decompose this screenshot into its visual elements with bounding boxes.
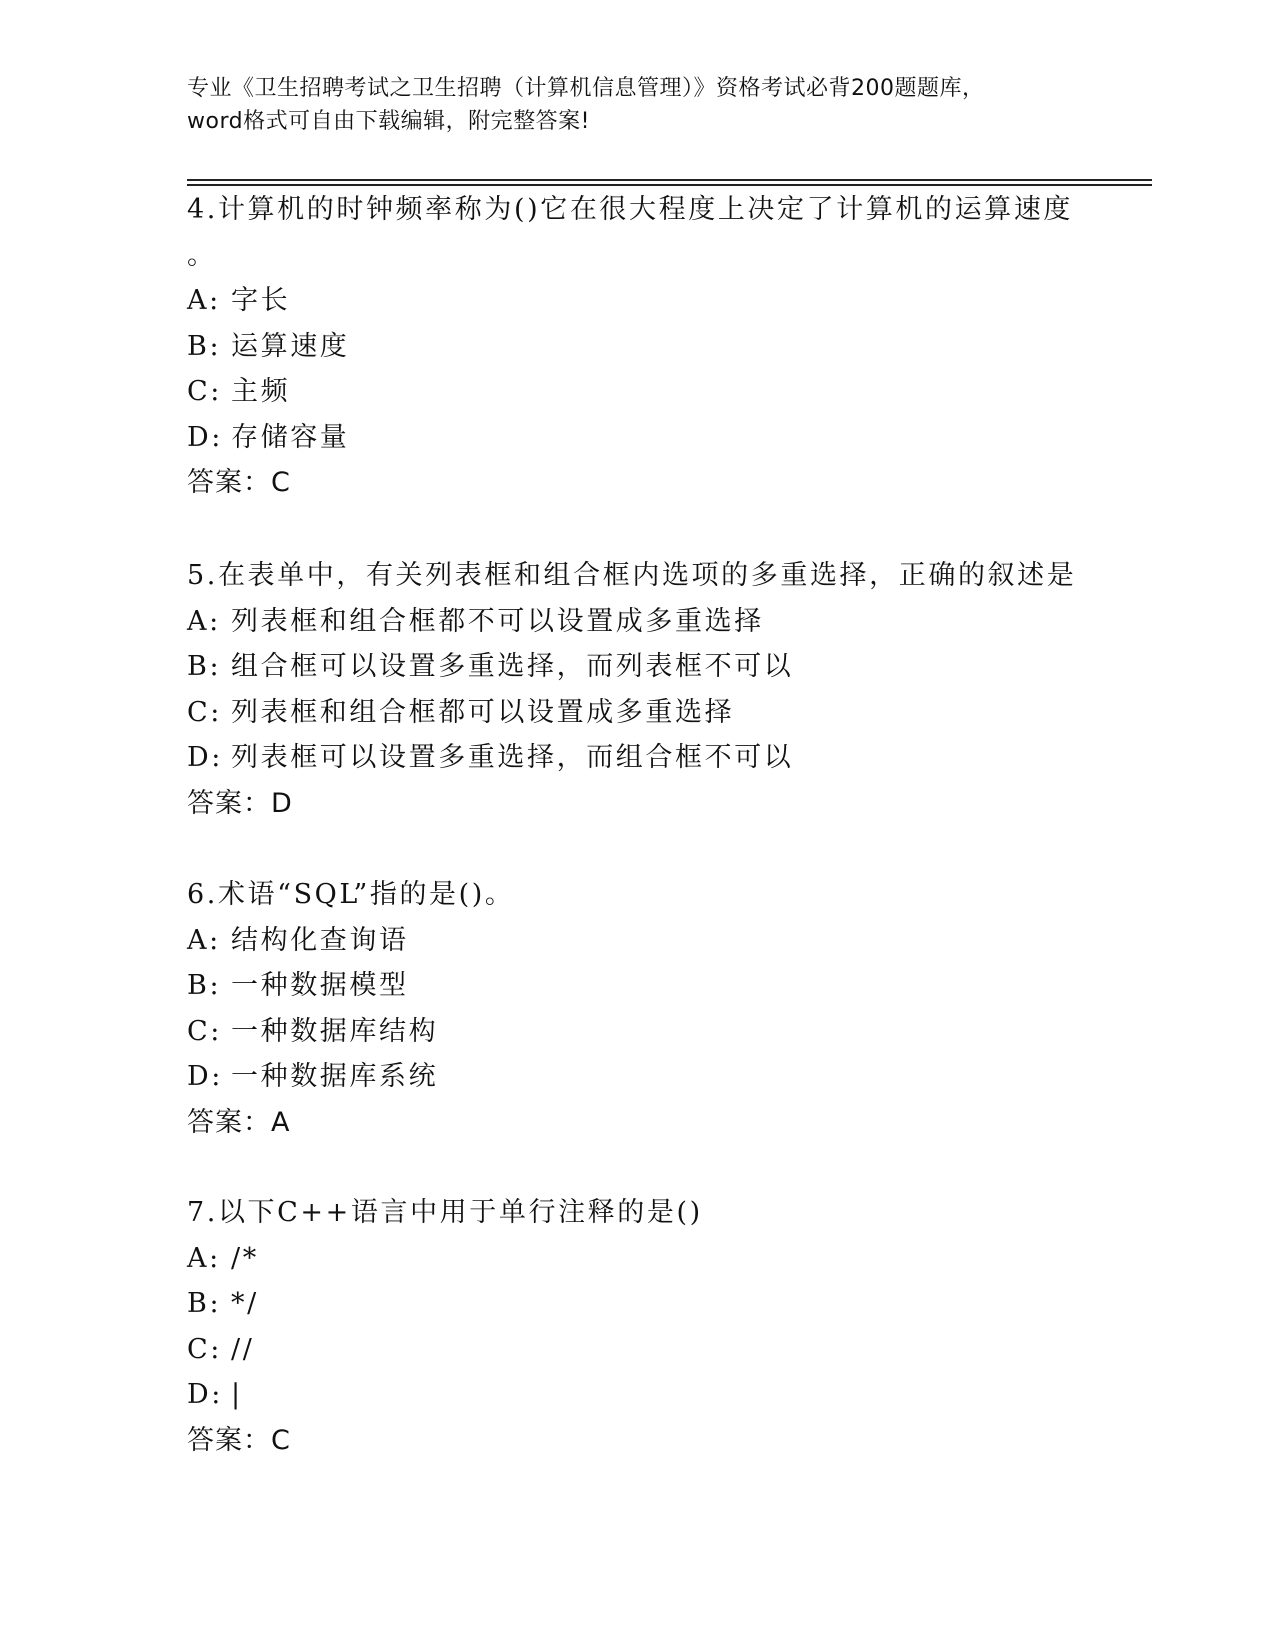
option-b — [187, 324, 1087, 370]
option-key: D: — [187, 421, 223, 453]
option-text: | — [231, 1379, 243, 1410]
document-header — [187, 72, 1067, 138]
option-d — [187, 415, 1087, 461]
option-key: B: — [187, 330, 222, 362]
option-text: 存储容量 — [231, 421, 350, 453]
header-divider-bottom — [187, 184, 1152, 186]
option-key: B: — [187, 651, 222, 682]
option-key: C: — [187, 1015, 222, 1047]
option-b — [187, 1281, 1087, 1327]
option-a — [187, 599, 1087, 645]
option-b — [187, 644, 1087, 690]
question-stem-continuation: 。 — [187, 239, 214, 271]
option-key: B: — [187, 1288, 222, 1319]
header-line-1: 专业《卫生招聘考试之卫生招聘（计算机信息管理）》资格考试必背200题题库， — [187, 76, 985, 101]
question-stem: 5.在表单中，有关列表框和组合框内选项的多重选择，正确的叙述是 — [187, 560, 1077, 591]
answer-line: 答案：C — [187, 467, 291, 498]
option-a — [187, 918, 1087, 964]
option-text: 结构化查询语 — [231, 924, 409, 956]
option-key: D: — [187, 742, 223, 773]
option-text: */ — [231, 1288, 259, 1319]
answer-line: 答案：C — [187, 1424, 291, 1456]
option-text: 一种数据库系统 — [231, 1061, 439, 1092]
option-key: B: — [187, 970, 222, 1001]
option-text: 组合框可以设置多重选择，而列表框不可以 — [231, 651, 794, 682]
question-stem: 6.术语“SQL”指的是()。 — [187, 879, 515, 910]
option-d — [187, 735, 1087, 781]
option-text: 主频 — [231, 376, 291, 407]
option-text: /* — [231, 1242, 259, 1274]
option-text: 一种数据模型 — [231, 970, 409, 1001]
option-key: C: — [187, 376, 222, 407]
question-stem: 7.以下C++语言中用于单行注释的是() — [187, 1197, 703, 1228]
option-a — [187, 1236, 1087, 1282]
option-a — [187, 278, 1087, 324]
header-divider-top — [187, 179, 1152, 181]
option-b — [187, 963, 1087, 1009]
option-c — [187, 369, 1087, 415]
option-text: 列表框可以设置多重选择，而组合框不可以 — [231, 742, 794, 773]
question-7 — [187, 1190, 1087, 1463]
option-text: 列表框和组合框都可以设置成多重选择 — [231, 696, 735, 728]
header-line-2: word格式可自由下载编辑，附完整答案! — [187, 109, 590, 134]
option-key: A: — [187, 924, 221, 956]
option-d — [187, 1054, 1087, 1100]
option-c — [187, 1009, 1087, 1055]
answer-line: 答案：A — [187, 1106, 291, 1138]
option-key: D: — [187, 1061, 223, 1092]
option-text: 一种数据库结构 — [231, 1015, 439, 1047]
option-key: D: — [187, 1379, 223, 1410]
question-stem: 4.计算机的时钟频率称为()它在很大程度上决定了计算机的运算速度 — [187, 194, 1074, 225]
option-text: 运算速度 — [231, 330, 350, 362]
option-text: 列表框和组合框都不可以设置成多重选择 — [231, 605, 764, 637]
option-key: A: — [187, 605, 221, 637]
question-5 — [187, 553, 1087, 826]
option-text: // — [231, 1333, 255, 1365]
option-c — [187, 1327, 1087, 1373]
option-key: C: — [187, 696, 222, 728]
answer-line: 答案：D — [187, 787, 293, 819]
question-6 — [187, 872, 1087, 1145]
option-c — [187, 690, 1087, 736]
option-d — [187, 1372, 1087, 1418]
option-key: C: — [187, 1333, 222, 1365]
question-4 — [187, 187, 1087, 506]
option-text: 字长 — [231, 285, 291, 316]
option-key: A: — [187, 285, 221, 316]
option-key: A: — [187, 1242, 221, 1274]
